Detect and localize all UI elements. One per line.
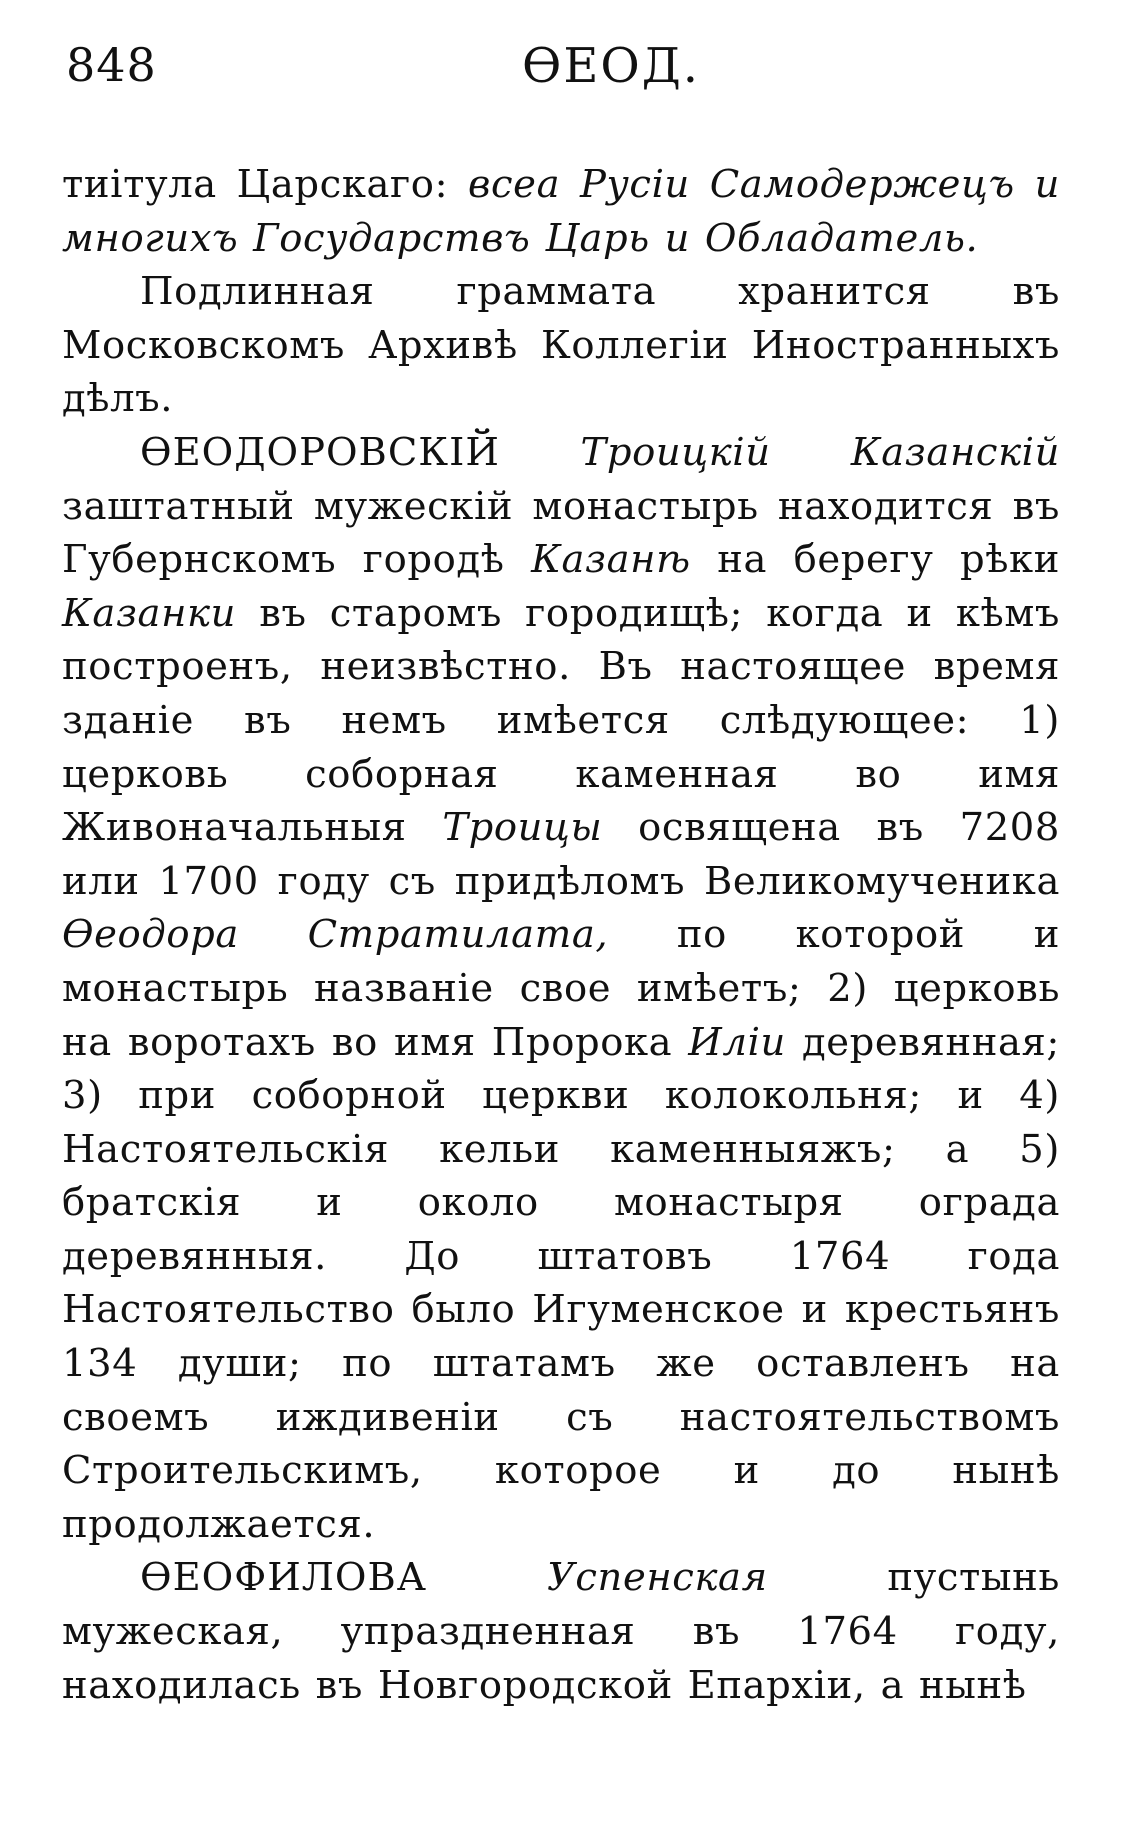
italic-text: Ѳеодора Стратилата, [62, 912, 609, 958]
text-run: заштатный мужескій монастырь находится въ Губернскомъ городѣ [62, 483, 1060, 583]
paragraph [62, 158, 1060, 265]
entry-heading: ѲЕОФИЛОВА [140, 1555, 547, 1601]
text-run: деревянная; 3) при соборной церкви колокольня; и 4) Настоятельскія кельи каменныяжъ; а 5) братскія и около монастыря ограда деревянныя. До штатовъ 1764 года Настоятельство было Игуменское и крестьянъ 134 души; по штатамъ же оставленъ на своемъ иждивеніи съ настоятельствомъ Строительскимъ, которое и до нынѣ продолжается. [62, 1019, 1060, 1547]
text-run: тиітула Царскаго: [62, 162, 469, 207]
paragraph [62, 1551, 1060, 1712]
running-head: ѲЕОД. [522, 38, 701, 94]
page-number: 848 [66, 38, 157, 92]
italic-text: Казанѣ [531, 537, 691, 583]
text-run: въ старомъ городищѣ; когда и кѣмъ построенъ, неизвѣстно. Въ настоящее время зданіе въ немъ имѣется слѣдующее: 1) церковь соборная каменная во имя Живоначальныя [62, 590, 1060, 851]
italic-text: Успенская [546, 1555, 768, 1601]
text-run: на берегу рѣки [690, 537, 1060, 583]
italic-text: Троицкій Казанскій [580, 429, 1060, 475]
paragraph [62, 426, 1060, 1551]
page-header [62, 38, 1060, 108]
italic-text: всеа Русіи Самодержецъ и многихъ Государствъ Царь и Обладатель. [62, 162, 1060, 261]
italic-text: Иліи [688, 1019, 786, 1065]
italic-text: Троицы [442, 805, 603, 851]
body-text [62, 158, 1060, 1712]
text-run: освящена въ 7208 или 1700 году съ придѣломъ Великомученика [62, 805, 1060, 904]
entry-heading: ѲЕОДОРОВСКІЙ [140, 429, 581, 475]
text-run: Подлинная граммата хранится въ Московскомъ Архивѣ Коллегіи Иностранныхъ дѣлъ. [62, 269, 1060, 422]
text-run: пустынь мужеская, упраздненная въ 1764 году, находилась въ Новгородской Епархіи, а нынѣ [62, 1555, 1060, 1708]
paragraph [62, 265, 1060, 426]
italic-text: Казанки [62, 590, 237, 636]
text-run: по которой и монастырь названіе свое имѣетъ; 2) церковь на воротахъ во имя Пророка [62, 912, 1060, 1065]
